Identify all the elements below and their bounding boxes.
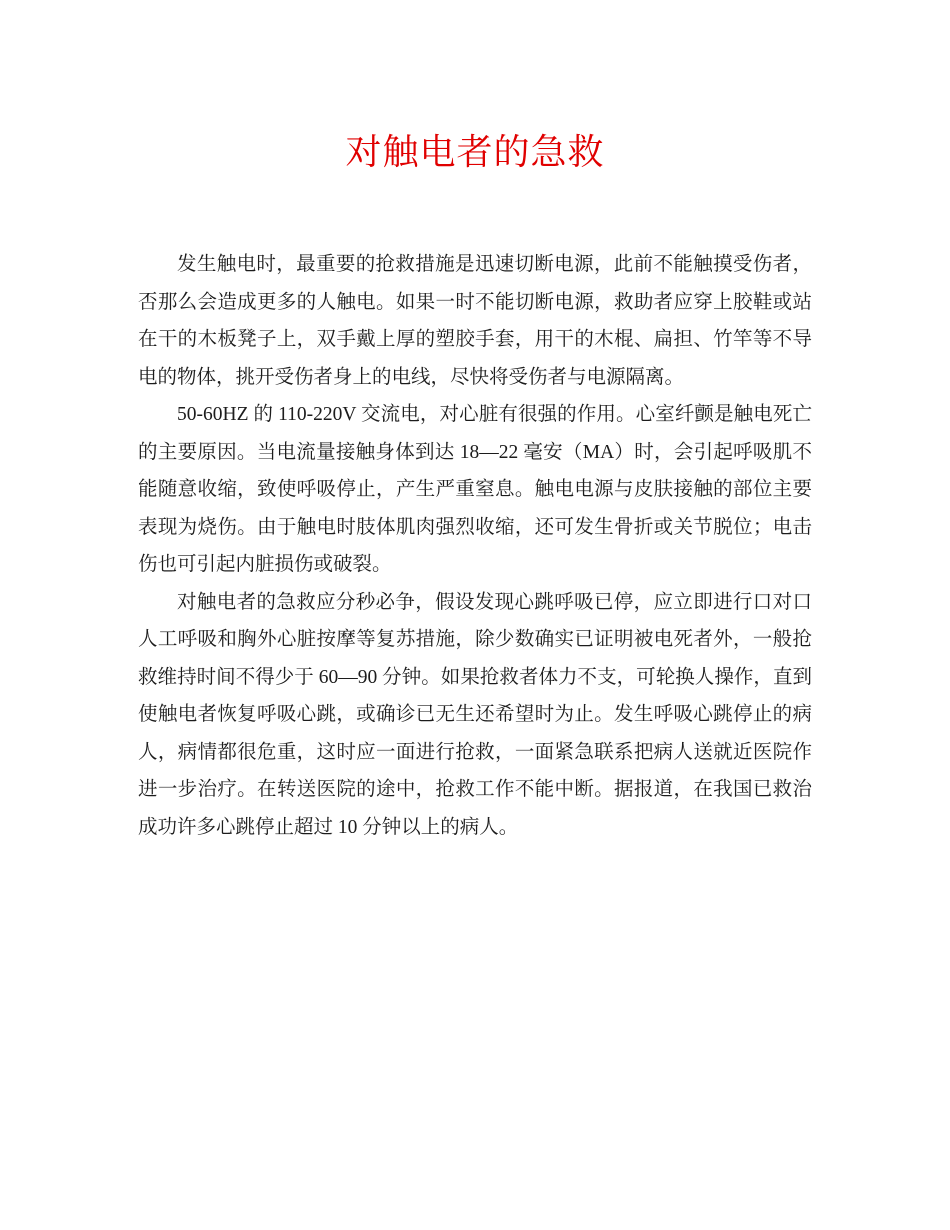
paragraph-cut-power: 发生触电时，最重要的抢救措施是迅速切断电源，此前不能触摸受伤者，否那么会造成更多的人触电。如果一时不能切断电源，救助者应穿上胶鞋或站在干的木板凳子上，双手戴上厚的塑胶手套，用干的木棍、扁担、竹竿等不导电的物体，挑开受伤者身上的电线，尽快将受伤者与电源隔离。 xyxy=(138,254,812,388)
paragraph-current-effects: 50-60HZ 的 110-220V 交流电，对心脏有很强的作用。心室纤颤是触电死亡的主要原因。当电流量接触身体到达 18—22 毫安（MA）时，会引起呼吸肌不能随意收缩，致使呼吸停止，产生严重窒息。触电电源与皮肤接触的部位主要表现为烧伤。由于触电时肢体肌肉强烈收缩，还可发生骨折或关节脱位；电击伤也可引起内脏损伤或破裂。 xyxy=(138,404,812,575)
document-title: 对触电者的急救 xyxy=(345,132,605,172)
paragraph-rescue-measures: 对触电者的急救应分秒必争，假设发现心跳呼吸已停，应立即进行口对口人工呼吸和胸外心脏按摩等复苏措施，除少数确实已证明被电死者外，一般抢救维持时间不得少于 60—90 分钟。如果抢救者体力不支，可轮换人操作，直到使触电者恢复呼吸心跳，或确诊已无生还希望时为止。发生呼吸心跳停止的病人，病情都很危重，这时应一面进行抢救，一面紧急联系把病人送就近医院作进一步治疗。在转送医院的途中，抢救工作不能中断。据报道，在我国已救治成功许多心跳停止超过 10 分钟以上的病人。 xyxy=(138,591,812,838)
